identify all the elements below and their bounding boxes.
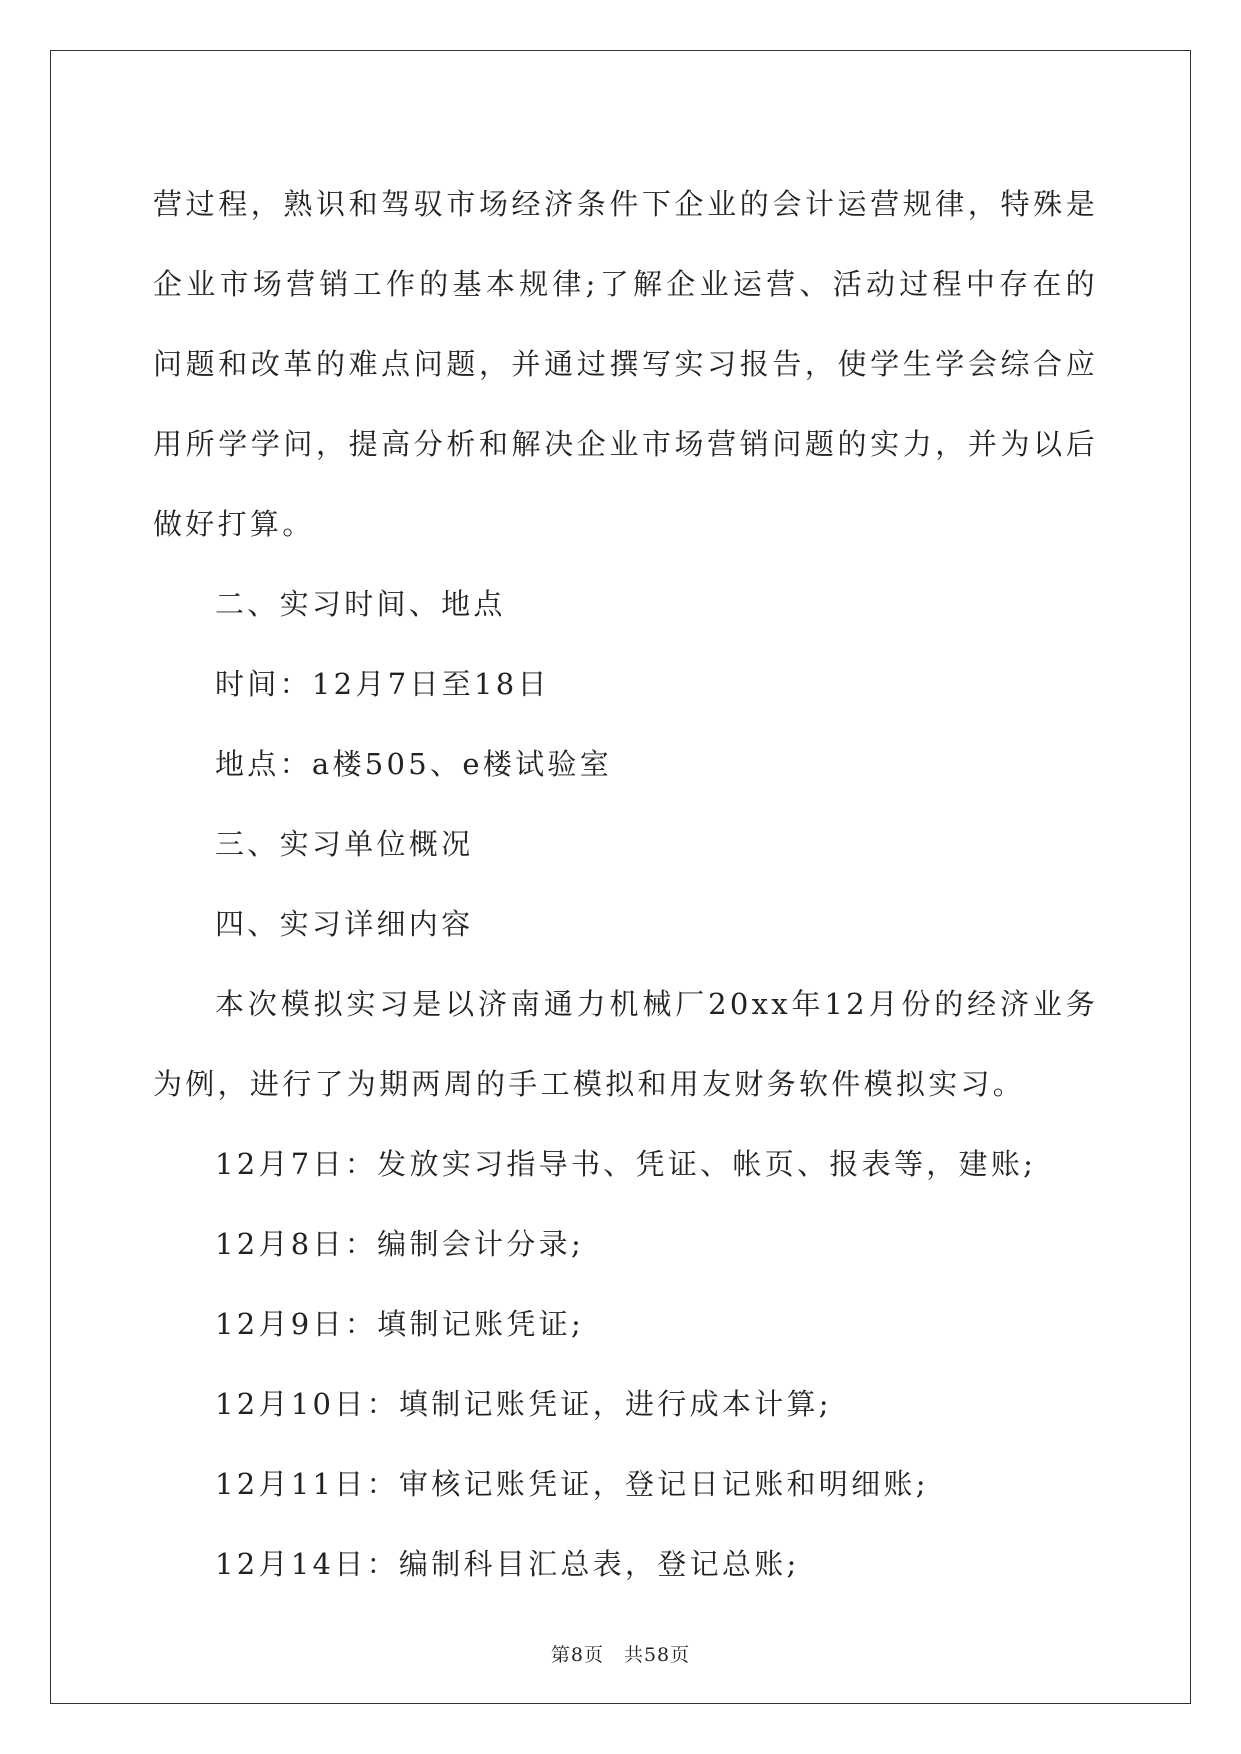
paragraph-simulation-intro: 本次模拟实习是以济南通力机械厂20xx年12月份的经济业务为例，进行了为期两周的手工模拟和用友财务软件模拟实习。: [153, 987, 1098, 1101]
schedule-item: 12月8日：编制会计分录;: [215, 1227, 585, 1261]
heading-internship-details: 四、实习详细内容: [215, 907, 474, 941]
schedule-item: 12月9日：填制记账凭证;: [215, 1307, 585, 1341]
heading-unit-overview: 三、实习单位概况: [215, 827, 474, 861]
schedule-item: 12月14日：编制科目汇总表，登记总账;: [215, 1547, 800, 1581]
schedule-item: 12月11日：审核记账凭证，登记日记账和明细账;: [215, 1467, 929, 1501]
paragraph-time: 时间：12月7日至18日: [215, 667, 550, 701]
heading-internship-time-place: 二、实习时间、地点: [215, 587, 506, 621]
schedule-item: 12月10日：填制记账凭证，进行成本计算;: [215, 1387, 832, 1421]
document-body: [153, 164, 1098, 1604]
page-number-footer: 第8页 共58页: [550, 1644, 691, 1666]
paragraph-purpose-continued: 营过程，熟识和驾驭市场经济条件下企业的会计运营规律，特殊是企业市场营销工作的基本规律;了解企业运营、活动过程中存在的问题和改革的难点问题，并通过撰写实习报告，使学生学会综合应用所学学问，提高分析和解决企业市场营销问题的实力，并为以后做好打算。: [153, 187, 1098, 541]
schedule-item: 12月7日：发放实习指导书、凭证、帐页、报表等，建账;: [215, 1147, 1037, 1181]
paragraph-location: 地点：a楼505、e楼试验室: [215, 747, 613, 781]
